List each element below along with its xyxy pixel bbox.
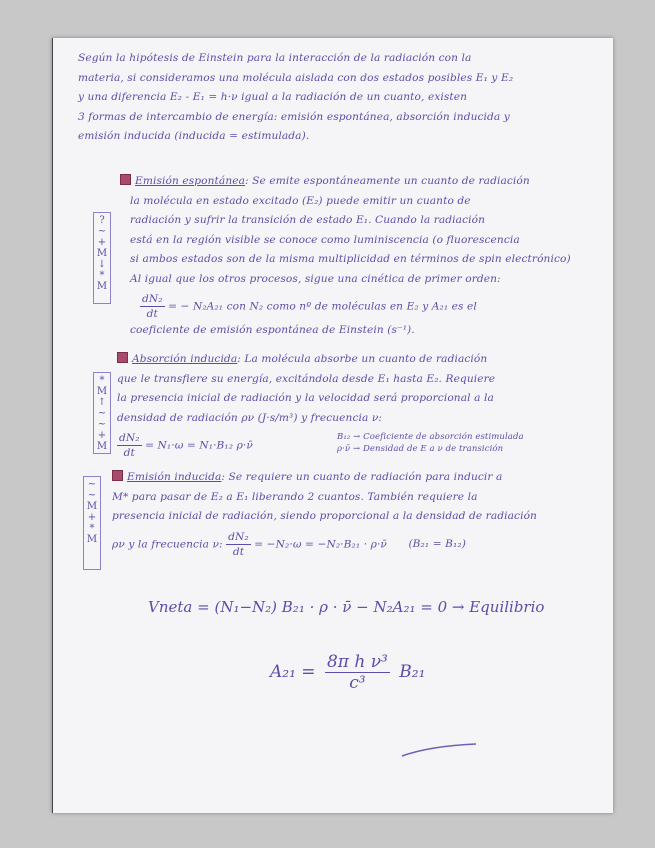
intro-line: emisión inducida (inducida = estimulada). bbox=[78, 130, 310, 142]
intro-line: Según la hipótesis de Einstein para la interacción de la radiación con la bbox=[78, 52, 472, 64]
bullet-square bbox=[112, 470, 123, 481]
intro-line: materia, si consideramos una molécula aislada con dos estados posibles E₁ y E₂ bbox=[78, 71, 514, 84]
rate-equation: $\frac{\text{dN₂}}{dt}$ = N₁·ω = N₁·B₁₂ ρ·ν̄ B₁₂ → Coeficiente de absorción estimulada ρ·ν̄ → Densidad de E a ν de transición bbox=[119, 432, 524, 459]
bullet-square bbox=[117, 352, 128, 363]
section-emision-espontanea: Emisión espontánea: Se emite espontáneamente un cuanto de radiación la molécula en estado excitado (E₂) puede emitir un cuanto de radiación y sufrir la transición de estado E₁. Cuando la radiación está en la región visible se conoce como luminiscencia (o fluorescencia si ambos estados son de la misma multiplicidad en términos de spin electrónico) Al igual que los otros procesos, sigue una cinética de primer orden: $\frac{\text{dN₂}}{dt}$ = − N₂A₂₁ con N₂ como nº de moléculas en E₂ y A₂₁ es el coeficiente de emisión espontánea de Einstein (s⁻¹). bbox=[120, 172, 590, 341]
intro-line: y una diferencia E₂ - E₁ = h·ν igual a la radiación de un cuanto, existen bbox=[78, 91, 468, 103]
einstein-relation: A₂₁ = $\frac{\text{8π h ν³}}{\text{c³}}$ B₂₁ bbox=[270, 652, 426, 693]
section-title: Absorción inducida bbox=[132, 353, 238, 365]
section-title: Emisión inducida bbox=[127, 471, 222, 483]
rate-equation: ρν y la frecuencia ν: $\frac{\text{dN₂}}{dt}$ = −N₂·ω = −N₂·B₂₁ · ρ·ν̄ (B₂₁ = B₁₂) bbox=[112, 530, 466, 558]
equilibrium-equation: Vneta = (N₁−N₂) B₂₁ · ρ · ν̄ − N₂A₂₁ = 0 → Equilibrio bbox=[148, 598, 545, 616]
section-2-side-diagram: * M ↑ ~ ~ + M bbox=[93, 372, 111, 454]
section-3-side-diagram: ~ ~ M + * M bbox=[83, 476, 101, 570]
section-absorcion-inducida: Absorción inducida: La molécula absorbe un cuanto de radiación que le transfiere su energía, excitándola desde E₁ hasta E₂. Requiere la presencia inicial de radiación y la velocidad será proporcional a la densidad de radiación ρν (J·s/m³) y frecuencia ν: $\frac{\text{dN₂}}{dt}$ = N₁·ω = N₁·B₁₂ ρ·ν̄ B₁₂ → Coeficiente de absorción estimulada ρ·ν̄ → Densidad de E a ν de transición bbox=[117, 350, 587, 460]
bullet-square bbox=[120, 174, 131, 185]
section-title: Emisión espontánea bbox=[135, 175, 246, 187]
rate-equation: $\frac{\text{dN₂}}{dt}$ = − N₂A₂₁ con N₂ como nº de moléculas en E₂ y A₂₁ es el bbox=[142, 293, 477, 320]
pen-scribble bbox=[400, 740, 480, 760]
section-emision-inducida: Emisión inducida: Se requiere un cuanto de radiación para inducir a M* para pasar de E₂ a E₁ liberando 2 cuantos. También requiere la presencia inicial de radiación, siendo proporcional a la densidad de radiación ρν y la frecuencia ν: $\frac{\text{dN₂}}{dt}$ = −N₂·ω = −N₂·B₂₁ · ρ·ν̄ (B₂₁ = B₁₂) bbox=[112, 468, 592, 559]
intro-paragraph bbox=[78, 49, 588, 147]
intro-line: 3 formas de intercambio de energía: emisión espontánea, absorción inducida y bbox=[78, 110, 510, 123]
section-1-side-diagram: ? ~ + M ↓ * M bbox=[93, 212, 111, 304]
